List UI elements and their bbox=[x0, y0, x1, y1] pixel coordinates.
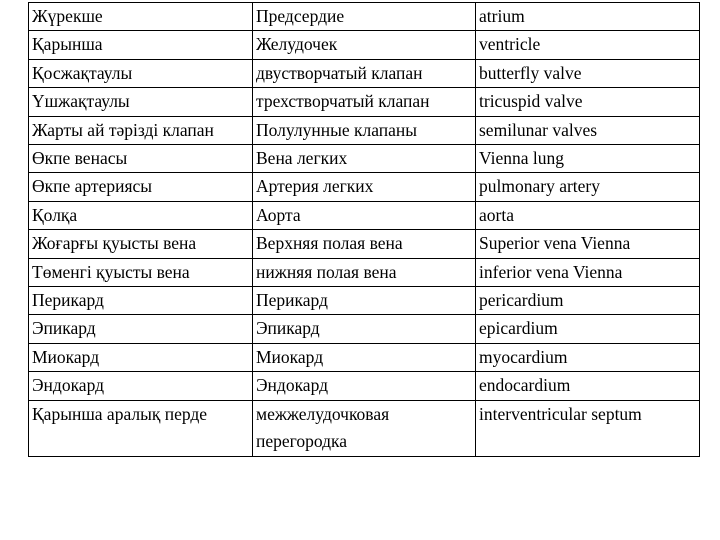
table-row bbox=[29, 173, 700, 201]
table-row bbox=[29, 343, 700, 371]
vocabulary-table-body bbox=[29, 3, 700, 457]
kazakh-term-cell: Жүрекше bbox=[29, 3, 253, 31]
russian-term-cell: трехстворчатый клапан bbox=[253, 88, 476, 116]
russian-term-cell: Миокард bbox=[253, 343, 476, 371]
russian-term-cell: Полулунные клапаны bbox=[253, 116, 476, 144]
russian-term-cell: Предсердие bbox=[253, 3, 476, 31]
kazakh-term-cell: Перикард bbox=[29, 287, 253, 315]
english-term-cell: butterfly valve bbox=[476, 59, 700, 87]
table-row bbox=[29, 287, 700, 315]
english-term-cell: pericardium bbox=[476, 287, 700, 315]
table-row bbox=[29, 88, 700, 116]
russian-term-cell: Верхняя полая вена bbox=[253, 230, 476, 258]
english-term-cell: ventricle bbox=[476, 31, 700, 59]
russian-term-cell: Вена легких bbox=[253, 145, 476, 173]
table-row bbox=[29, 315, 700, 343]
english-term-cell: semilunar valves bbox=[476, 116, 700, 144]
kazakh-term-cell: Қарынша аралық перде bbox=[29, 400, 253, 456]
english-term-cell: pulmonary artery bbox=[476, 173, 700, 201]
english-term-cell: Vienna lung bbox=[476, 145, 700, 173]
table-row bbox=[29, 145, 700, 173]
english-term-cell: interventricular septum bbox=[476, 400, 700, 456]
russian-term-cell: Аорта bbox=[253, 201, 476, 229]
vocabulary-table bbox=[28, 2, 700, 457]
english-term-cell: myocardium bbox=[476, 343, 700, 371]
kazakh-term-cell: Өкпе венасы bbox=[29, 145, 253, 173]
english-term-cell: tricuspid valve bbox=[476, 88, 700, 116]
kazakh-term-cell: Өкпе артериясы bbox=[29, 173, 253, 201]
russian-term-cell: Желудочек bbox=[253, 31, 476, 59]
kazakh-term-cell: Үшжақтаулы bbox=[29, 88, 253, 116]
russian-term-cell: Эпикард bbox=[253, 315, 476, 343]
table-row bbox=[29, 372, 700, 400]
kazakh-term-cell: Төменгі қуысты вена bbox=[29, 258, 253, 286]
table-row bbox=[29, 3, 700, 31]
english-term-cell: atrium bbox=[476, 3, 700, 31]
russian-term-cell: двустворчатый клапан bbox=[253, 59, 476, 87]
kazakh-term-cell: Эндокард bbox=[29, 372, 253, 400]
russian-term-cell: Артерия легких bbox=[253, 173, 476, 201]
table-row bbox=[29, 59, 700, 87]
english-term-cell: epicardium bbox=[476, 315, 700, 343]
table-row bbox=[29, 230, 700, 258]
kazakh-term-cell: Миокард bbox=[29, 343, 253, 371]
table-row bbox=[29, 31, 700, 59]
english-term-cell: aorta bbox=[476, 201, 700, 229]
table-row bbox=[29, 116, 700, 144]
russian-term-cell: Эндокард bbox=[253, 372, 476, 400]
russian-term-cell: нижняя полая вена bbox=[253, 258, 476, 286]
table-row bbox=[29, 258, 700, 286]
kazakh-term-cell: Эпикард bbox=[29, 315, 253, 343]
english-term-cell: Superior vena Vienna bbox=[476, 230, 700, 258]
kazakh-term-cell: Қарынша bbox=[29, 31, 253, 59]
english-term-cell: endocardium bbox=[476, 372, 700, 400]
kazakh-term-cell: Қолқа bbox=[29, 201, 253, 229]
kazakh-term-cell: Қосжақтаулы bbox=[29, 59, 253, 87]
table-row bbox=[29, 201, 700, 229]
kazakh-term-cell: Жарты ай тәрізді клапан bbox=[29, 116, 253, 144]
english-term-cell: inferior vena Vienna bbox=[476, 258, 700, 286]
russian-term-cell: Перикард bbox=[253, 287, 476, 315]
russian-term-cell: межжелудочковая перегородка bbox=[253, 400, 476, 456]
kazakh-term-cell: Жоғарғы қуысты вена bbox=[29, 230, 253, 258]
table-row bbox=[29, 400, 700, 456]
